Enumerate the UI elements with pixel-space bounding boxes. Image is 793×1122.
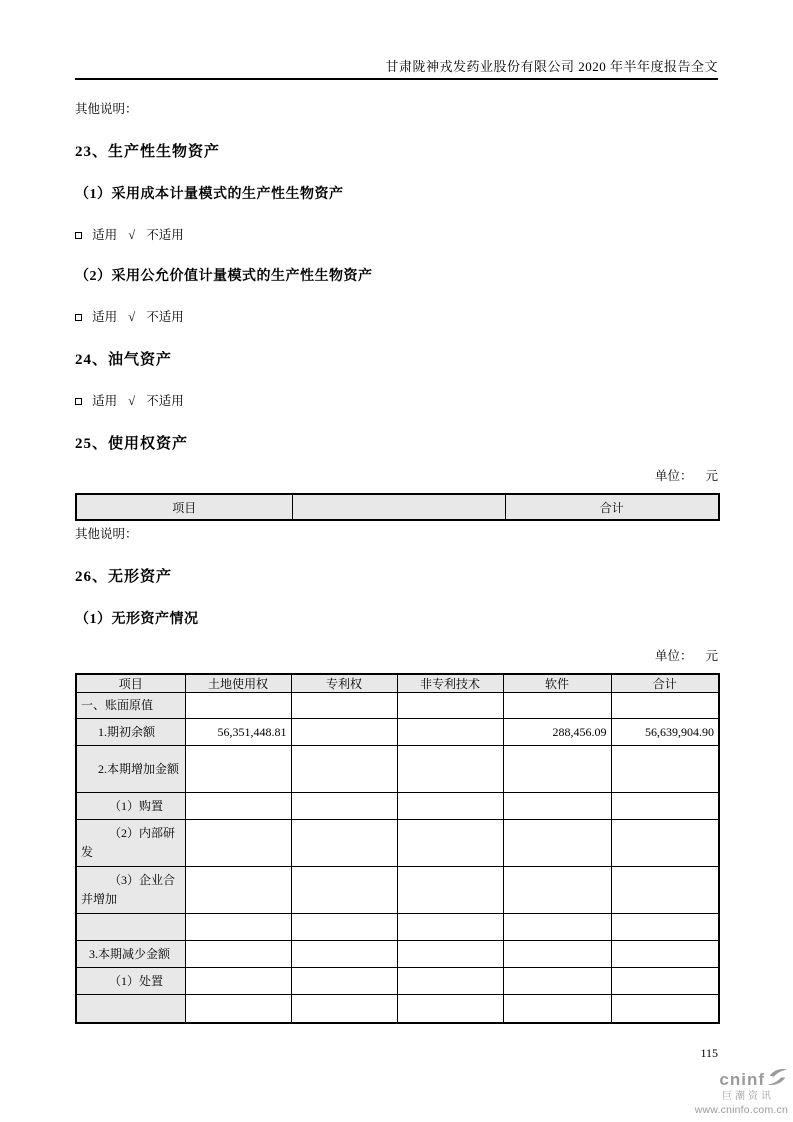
cell-value: [397, 941, 503, 968]
section-25-title: 25、使用权资产: [75, 436, 189, 452]
cell-value: [503, 968, 611, 995]
row-label: 一、账面原值: [76, 693, 185, 719]
cell-value: [185, 867, 291, 914]
cninfo-brand-text: cninf: [719, 1069, 765, 1089]
page-header-title: 甘肃陇神戎发药业股份有限公司 2020 年半年度报告全文: [75, 0, 718, 80]
cell-value: [503, 746, 611, 793]
column-header: 项目: [76, 494, 292, 520]
cell-value: [397, 968, 503, 995]
cell-value: [397, 995, 503, 1023]
cell-value: [291, 995, 397, 1023]
applicable-label: 适用: [92, 228, 118, 242]
check-mark-icon: √: [128, 394, 136, 408]
cell-value: [397, 693, 503, 719]
unit-value: 元: [705, 649, 718, 663]
cell-value: [185, 995, 291, 1023]
table-header-row: [76, 674, 719, 693]
cell-value: [291, 820, 397, 867]
column-header: 合计: [611, 674, 719, 693]
table-row: [76, 914, 719, 941]
row-label: （2）内部研发: [76, 820, 185, 867]
table-header-row: [76, 494, 719, 520]
section-23-title: 23、生产性生物资产: [75, 144, 221, 160]
other-notes-label: 其他说明：: [75, 527, 138, 541]
cell-value: [185, 746, 291, 793]
unit-line-2: [75, 649, 718, 664]
other-notes-label: 其他说明：: [75, 102, 138, 116]
row-label: （3）企业合并增加: [76, 867, 185, 914]
column-header: [292, 494, 505, 520]
right-of-use-assets-table: [75, 493, 720, 521]
check-mark-icon: √: [128, 228, 136, 242]
section-23-sub2-title: （2）采用公允价值计量模式的生产性生物资产: [75, 269, 373, 284]
not-applicable-label: 不适用: [146, 394, 184, 408]
row-label: 1.期初余额: [76, 719, 185, 746]
row-label: 2.本期增加金额: [76, 746, 185, 793]
cell-value: [503, 941, 611, 968]
cell-value: [185, 914, 291, 941]
section-23-sub1-title: （1）采用成本计量模式的生产性生物资产: [75, 187, 344, 202]
checkbox-icon: [75, 232, 82, 239]
cell-value: [503, 914, 611, 941]
cell-value: [503, 793, 611, 820]
cell-value: 288,456.09: [503, 719, 611, 746]
cell-value: [291, 719, 397, 746]
unit-value: 元: [705, 469, 718, 483]
table-row: [76, 693, 719, 719]
section-26-sub1-title: （1）无形资产情况: [75, 612, 199, 627]
cell-value: [611, 968, 719, 995]
cninfo-brand-chinese: 巨潮资讯: [722, 1091, 774, 1103]
check-mark-icon: √: [128, 310, 136, 324]
cell-value: 56,351,448.81: [185, 719, 291, 746]
cell-value: [291, 867, 397, 914]
column-header: 合计: [505, 494, 719, 520]
page-content: [75, 102, 718, 1061]
table-row: [76, 867, 719, 914]
cell-value: [397, 746, 503, 793]
checkbox-icon: [75, 398, 82, 405]
row-label: [76, 914, 185, 941]
cell-value: [611, 995, 719, 1023]
applicable-label: 适用: [92, 394, 118, 408]
column-header: 项目: [76, 674, 185, 693]
cell-value: [291, 968, 397, 995]
table-row: [76, 746, 719, 793]
column-header: 软件: [503, 674, 611, 693]
cell-value: [611, 793, 719, 820]
applicability-line-2: [75, 310, 718, 325]
checkbox-icon: [75, 314, 82, 321]
cell-value: [291, 693, 397, 719]
section-26-title: 26、无形资产: [75, 569, 173, 585]
cell-value: [503, 693, 611, 719]
row-label: [76, 995, 185, 1023]
cell-value: [291, 746, 397, 793]
cell-value: [185, 820, 291, 867]
cninfo-url: www.cninfo.com.cn: [694, 1103, 788, 1116]
applicable-label: 适用: [92, 310, 118, 324]
cell-value: [185, 968, 291, 995]
unit-label: 单位：: [654, 649, 693, 663]
cell-value: [291, 941, 397, 968]
applicability-line-3: [75, 394, 718, 409]
cell-value: [397, 820, 503, 867]
cell-value: [291, 793, 397, 820]
not-applicable-label: 不适用: [146, 310, 184, 324]
table-row: [76, 968, 719, 995]
cell-value: [397, 793, 503, 820]
cell-value: [611, 867, 719, 914]
cell-value: [397, 719, 503, 746]
column-header: 土地使用权: [185, 674, 291, 693]
table-row: [76, 820, 719, 867]
cell-value: [185, 941, 291, 968]
cell-value: [397, 914, 503, 941]
cell-value: [611, 693, 719, 719]
unit-label: 单位：: [654, 469, 693, 483]
cell-value: [397, 867, 503, 914]
cell-value: [611, 820, 719, 867]
table-row: [76, 793, 719, 820]
cell-value: [503, 820, 611, 867]
table-row: [76, 941, 719, 968]
column-header: 专利权: [291, 674, 397, 693]
cell-value: [503, 867, 611, 914]
cell-value: [611, 914, 719, 941]
cninfo-logo-icon: [767, 1068, 788, 1092]
unit-line-1: [75, 469, 718, 484]
cell-value: [503, 995, 611, 1023]
table-row: [76, 719, 719, 746]
section-24-title: 24、油气资产: [75, 352, 173, 368]
cell-value: [611, 746, 719, 793]
applicability-line-1: [75, 228, 718, 243]
cell-value: [291, 914, 397, 941]
row-label: 3.本期减少金额: [76, 941, 185, 968]
page-number: 115: [700, 1045, 718, 1060]
column-header: 非专利技术: [397, 674, 503, 693]
cninfo-watermark: [695, 1068, 788, 1116]
not-applicable-label: 不适用: [146, 228, 184, 242]
cell-value: [611, 941, 719, 968]
row-label: （1）购置: [76, 793, 185, 820]
cell-value: [185, 793, 291, 820]
row-label: （1）处置: [76, 968, 185, 995]
cell-value: 56,639,904.90: [611, 719, 719, 746]
cell-value: [185, 693, 291, 719]
intangible-assets-table: [75, 673, 720, 1024]
table-row: [76, 995, 719, 1023]
